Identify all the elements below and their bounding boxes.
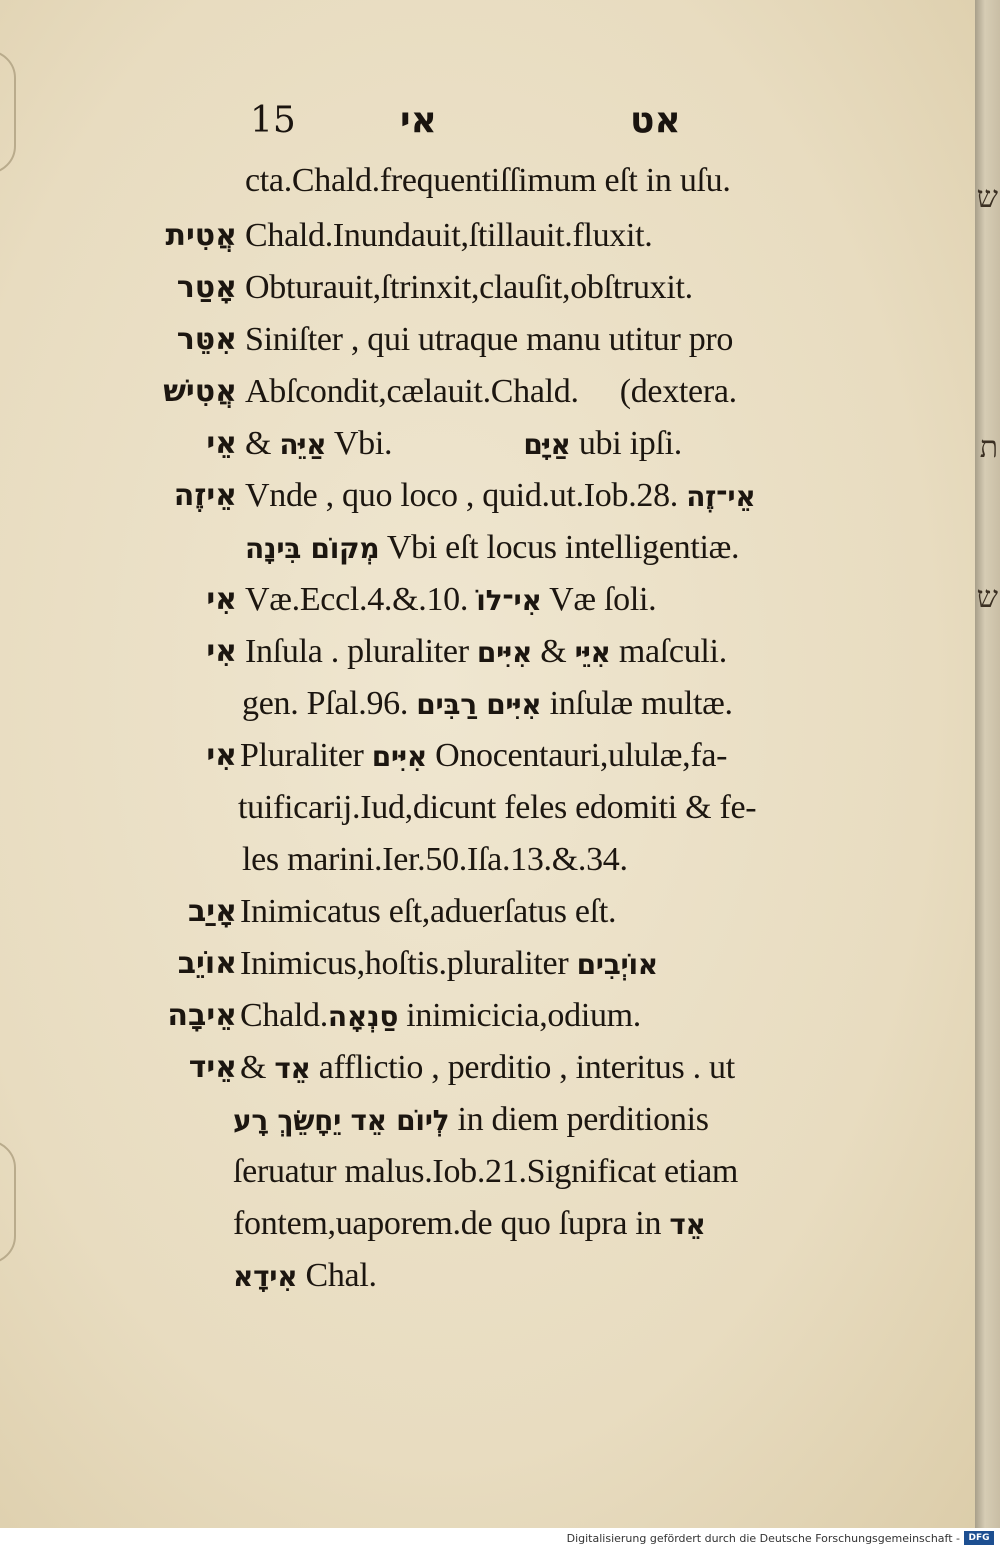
headword: אֵיבָה: [167, 998, 237, 1033]
dictionary-line: [0, 730, 975, 782]
dictionary-line: [0, 782, 975, 834]
latin-text: Inſula . pluraliter: [245, 633, 477, 670]
dictionary-line: [0, 1094, 975, 1146]
definition-text: [240, 730, 727, 783]
definition-text: [245, 366, 737, 418]
definition-text: [233, 1250, 377, 1303]
headword: אוֹיֵב: [177, 946, 237, 981]
latin-text: Inimicatus eſt,aduerſatus eſt.: [240, 893, 617, 930]
latin-text: fontem,uaporem.de quo ſupra in: [233, 1205, 670, 1242]
dictionary-line: [0, 1198, 975, 1250]
latin-text: in diem perditionis: [449, 1101, 709, 1138]
definition-text: [240, 938, 658, 991]
latin-text: inſulæ multæ.: [541, 685, 733, 722]
dictionary-line: [0, 522, 975, 574]
dictionary-line: [0, 366, 975, 418]
headword: אֵיזֶה: [173, 478, 237, 513]
latin-text: &: [532, 633, 575, 670]
dictionary-line: [0, 990, 975, 1042]
header-letters-right: אט: [630, 100, 681, 141]
headword: אִי: [206, 582, 237, 617]
definition-text: [245, 210, 653, 262]
hebrew-word: אִיֵּי: [574, 636, 611, 669]
dictionary-line: [0, 314, 975, 366]
latin-text: Abſcondit,cælauit.Chald. (dextera.: [245, 373, 737, 410]
dictionary-line: [0, 938, 975, 990]
latin-text: Pluraliter: [240, 737, 372, 774]
dictionary-line: [0, 210, 975, 262]
latin-text: tuificarij.Iud,dicunt feles edomiti & fe-: [238, 789, 757, 826]
latin-text: Væ.Eccl.4.&.10.: [245, 581, 477, 618]
hebrew-word: סַנְאָה: [327, 1000, 399, 1033]
latin-text: &: [240, 1049, 275, 1086]
latin-text: Chald.Inundauit,ſtillauit.fluxit.: [245, 217, 653, 254]
page-header: [250, 100, 710, 150]
latin-text: Onocentauri,ululæ,fa-: [426, 737, 728, 774]
hebrew-word: מְקוֹם בִּינָה: [245, 532, 380, 565]
latin-text: Chal.: [297, 1257, 377, 1294]
headword: אֵי: [206, 426, 237, 461]
dictionary-line: [0, 626, 975, 678]
dictionary-line: [0, 262, 975, 314]
latin-text: Væ ſoli.: [541, 581, 657, 618]
latin-text: cta.Chald.frequentiſſimum eſt in uſu.: [245, 162, 731, 199]
headword: אִי: [206, 738, 237, 773]
headword: אֲטִישׁ: [163, 374, 237, 409]
latin-text: Obturauit,ſtrinxit,clauſit,obſtruxit.: [245, 269, 693, 306]
dictionary-line: [0, 1250, 975, 1302]
hebrew-word: אַיֵּה: [279, 428, 327, 461]
latin-text: inimicicia,odium.: [398, 997, 642, 1034]
dictionary-line: [0, 155, 975, 207]
definition-text: [245, 626, 727, 679]
definition-text: [242, 834, 628, 886]
latin-text: Inimicus,hoſtis.pluraliter: [240, 945, 577, 982]
hebrew-word: אִי־לוֹ: [476, 584, 542, 617]
footer-credit: Digitalisierung gefördert durch die Deutsche Forschungsgemeinschaft -: [566, 1532, 960, 1545]
definition-text: [245, 418, 682, 471]
dictionary-line: [0, 1042, 975, 1094]
definition-text: [240, 990, 641, 1043]
dictionary-line: [0, 834, 975, 886]
dictionary-line: [0, 1146, 975, 1198]
headword: אָטַר: [176, 270, 237, 305]
latin-text: Vnde , quo loco , quid.ut.Iob.28.: [245, 477, 687, 514]
latin-text: Vbi eſt locus intelligentiæ.: [379, 529, 740, 566]
next-page-edge: ש ת ש: [975, 0, 1000, 1528]
definition-text: [245, 155, 731, 207]
definition-text: [245, 314, 733, 366]
headword: אִי: [206, 634, 237, 669]
dfg-logo: DFG: [964, 1531, 994, 1545]
dictionary-line: [0, 678, 975, 730]
hebrew-word: אִיִּים: [476, 636, 533, 669]
definition-text: [245, 262, 693, 314]
definition-text: [233, 1094, 709, 1147]
latin-text: les marini.Ier.50.Iſa.13.&.34.: [242, 841, 628, 878]
header-letters-left: אי: [400, 100, 437, 141]
headword: אֵיד: [188, 1050, 237, 1085]
dictionary-line: [0, 574, 975, 626]
latin-text: ſeruatur malus.Iob.21.Significat etiam: [233, 1153, 739, 1190]
dictionary-line: [0, 418, 975, 470]
definition-text: [240, 886, 616, 938]
dictionary-line: [0, 886, 975, 938]
definition-text: [233, 1198, 706, 1251]
headword: אִטֵּר: [176, 322, 237, 357]
definition-text: [245, 522, 739, 575]
page-number: 15: [250, 100, 296, 141]
latin-text: maſculi.: [610, 633, 727, 670]
definition-text: [245, 470, 755, 523]
dictionary-line: [0, 470, 975, 522]
definition-text: [240, 1042, 735, 1095]
definition-text: [238, 782, 756, 834]
hebrew-word: אִיִּים: [371, 740, 427, 773]
latin-text: ubi ipſi.: [570, 425, 682, 462]
hebrew-word: אֵד: [669, 1208, 706, 1241]
headword: אֲטִית: [165, 218, 237, 253]
latin-text: afflictio , perditio , interitus . ut: [310, 1049, 735, 1086]
footer-bar: [0, 1528, 1000, 1549]
latin-text: &: [245, 425, 280, 462]
latin-text: Vbi.: [326, 425, 524, 462]
hebrew-word: אוֹיְבִים: [576, 948, 658, 981]
latin-text: Siniſter , qui utraque manu utitur pro: [245, 321, 734, 358]
hebrew-word: אִיִּים רַבִּים: [416, 688, 542, 721]
headword: אָיַב: [188, 894, 237, 929]
latin-text: Chald.: [240, 997, 328, 1034]
hebrew-word: אֵד: [274, 1052, 311, 1085]
definition-text: [242, 678, 733, 731]
hebrew-word: אֵי־זֶה: [686, 480, 756, 513]
hebrew-word: אַיָּם: [523, 428, 571, 461]
hebrew-word: אִידָא: [233, 1260, 298, 1293]
definition-text: [233, 1146, 738, 1198]
definition-text: [245, 574, 656, 627]
latin-text: gen. Pſal.96.: [242, 685, 417, 722]
hebrew-word: לְיוֹם אֵד יֵחָשֵׂךְ רָע: [233, 1104, 450, 1137]
